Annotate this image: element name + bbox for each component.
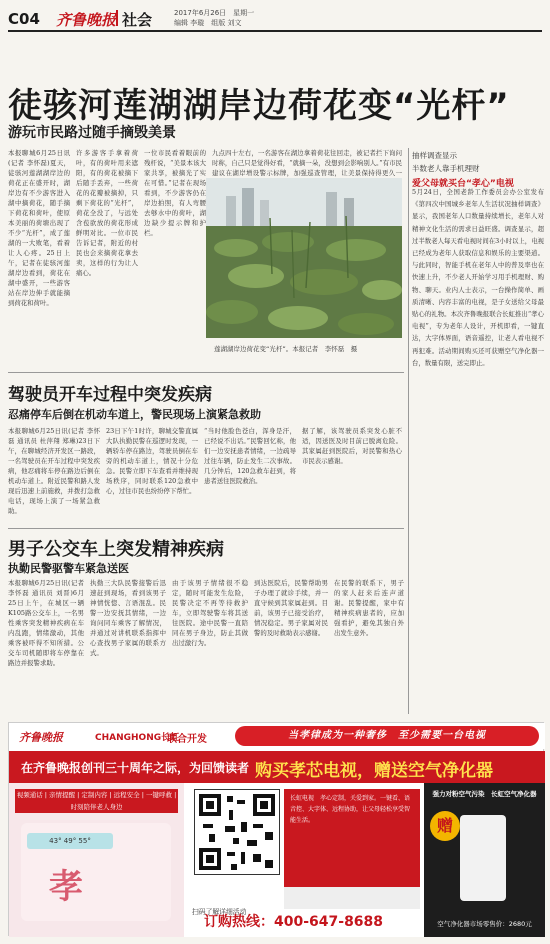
story2-col4: 据了解，该驾驶员系突发心脏不适，因送医及时目前已脱离危险。其家属赶到医院后，对民警和热心市民表示感谢。 bbox=[302, 427, 402, 465]
story3-col1: 本报聊城6月25日讯(记者 李怀磊 通讯员 刘晋)6月25日上午，在城区一辆K105路公交车上，一名男性乘客突发精神疾病在车内乱跑，情绪激动，其他乘客被吓得不知所措。公交车司机随即将车停靠在路边并报警求助。 bbox=[8, 579, 84, 667]
story2-subhead: 忍痛停车后倒在机动车道上，警民现场上演紧急救助 bbox=[8, 408, 261, 421]
ad-red-band bbox=[9, 751, 545, 783]
ad-left-panel bbox=[9, 783, 184, 937]
ad-right-panel bbox=[424, 783, 545, 937]
ad-middle-panel bbox=[184, 783, 424, 937]
ad-band-right: 购买孝芯电视，赠送空气净化器 bbox=[255, 761, 493, 781]
section-name: 社会 bbox=[122, 11, 153, 29]
side-title: 爱父母就买台“孝心”电视 bbox=[412, 179, 514, 189]
ad-band-left: 在齐鲁晚报创刊三十周年之际，为回馈读者 bbox=[21, 761, 250, 775]
gift-badge: 赠 bbox=[430, 811, 460, 841]
lotus-photo-image bbox=[206, 178, 402, 338]
qr-code[interactable] bbox=[194, 789, 280, 875]
page-header bbox=[8, 6, 542, 32]
paper-name: 齐鲁晚报 bbox=[56, 11, 117, 29]
story2-col2: 23日下午1时许，聊城交警直属大队执勤民警在巡逻时发现，一辆轿车停在路边，驾驶员倒在车旁的机动车道上，情况十分危急。民警立即下车查看并维持现场秩序，同时联系120急救中心，过往市民也纷纷停下帮忙。 bbox=[106, 427, 198, 495]
side-kicker-1: 抽样调查显示 bbox=[412, 151, 457, 160]
air-purifier-image bbox=[460, 815, 506, 901]
story3-col4: 到达医院后，民警帮助男子办理了就诊手续，并一直守候到其家属赶到。目前，该男子已接受治疗，情况稳定。男子家属对民警的及时救助表示感谢。 bbox=[254, 579, 328, 637]
side-story bbox=[412, 150, 544, 189]
ad-feature-strip: 视频通话 | 亲情提醒 | 定制内容 | 远程安全 | 一键呼救 | 时刻陪伴老人身边 bbox=[16, 791, 177, 811]
side-kicker-2: 半数老人靠手机理财 bbox=[412, 164, 480, 173]
story3-col5: 在民警的联系下，男子的家人赶来后连声道谢。民警提醒，家中有精神疾病患者的，应加强看护，避免其独自外出发生意外。 bbox=[334, 579, 404, 637]
story3-col2: 执勤三大队民警接警后迅速赶到现场，看到该男子神情恍惚、言语混乱。民警一边安抚其情绪，一边询问同车乘客了解情况，并通过对讲机联系指挥中心查找男子家属的联系方式。 bbox=[90, 579, 166, 657]
story-divider-2 bbox=[8, 528, 404, 529]
header-divider bbox=[116, 10, 118, 26]
qr-caption: 扫码了解详细活动 bbox=[192, 908, 247, 916]
ad-slogan: 当孝律成为一种奢侈 至少需要一台电视 bbox=[235, 726, 539, 746]
story3-headline: 男子公交车上突发精神疾病 bbox=[8, 539, 224, 560]
story1-col1: 本报聊城6月25日讯(记者 李怀磊)夏天，徒骇河莲湖湖岸边的荷花正在盛开时，湖岸边有不少游客进入湖中摘荷花，随手摘下荷花和荷叶，使原本美丽的荷塘出现了不少“光杆”，成了莲湖的一大败笔，看着让人心疼。25日上午，记者在徒骇河莲湖岸边看到，荷花在湖中盛开，一些游客站在岸边伸手就能摘到荷花和荷叶。 bbox=[8, 149, 70, 307]
ad-brand-logo: CHANGHONG长虹 bbox=[95, 733, 180, 743]
ad-temp-display: 43° 49° 55° bbox=[27, 833, 113, 849]
page-number: C04 bbox=[8, 10, 40, 28]
purifier-price: 空气净化器市场零售价：2680元 bbox=[437, 920, 532, 928]
tv-advertisement bbox=[8, 722, 544, 936]
ad-top-bar bbox=[9, 723, 545, 749]
story2-col1: 本报聊城6月25日讯(记者 李怀磊 通讯员 杜萍翔 郑琳)23日下午，在聊城经济开发区一路段，一名驾驶员在开车过程中突发疾病，他忍痛将车停在路边后倒在机动车道上。附近民警和路人发现后迅速上前施救，并拨打急救电话，现场上演了一场紧急救助。 bbox=[8, 427, 100, 515]
photo-caption: 莲湖湖岸边荷花变“光杆”。本报记者 李怀磊 摄 bbox=[214, 345, 358, 353]
ad-promo-text: 长虹电视 孝心定制，关爱到家。一键看、语音控、大字体、远程协助，让父母轻松享受智能生活。 bbox=[284, 789, 420, 887]
editor-credit: 编辑 李璇 组版 刘文 bbox=[174, 19, 242, 27]
story1-col2: 许多游客手拿着荷叶，有的荷叶用来遮阳，有的荷花被摘下后随手丢弃，一些荷花的花瓣被摘掉，只剩下荷花的“光杆”，荷花全没了，与远处含苞欲放的荷花形成鲜明对比。一位市民告诉记者，附近的村民也会来摘荷花拿去卖，这样的行为让人痛心。 bbox=[76, 149, 138, 277]
story1-subhead: 游玩市民路过随手摘毁美景 bbox=[8, 125, 176, 141]
column-rule bbox=[408, 148, 409, 714]
qr-code-icon bbox=[195, 790, 279, 874]
story-divider-1 bbox=[8, 372, 404, 373]
order-hotline: 订购热线：400-647-8688 bbox=[204, 914, 384, 930]
ad-paper-logo: 齐鲁晚报 bbox=[19, 731, 63, 744]
side-body: 5月24日，全国老龄工作委员会办公室发布《第四次中国城乡老年人生活状况抽样调查》显示，我国老年人口数量持续增长，老年人对精神文化生活的需求日益旺盛。调查显示，超过半数老人每天看电视时间在3小时以上，电视已经成为老年人获取信息和娱乐的主要渠道。与此同时，智能手机在老年人中的普及率也在快速上升，不少老人开始学习用手机理财、购物、聊天。业内人士表示，一台操作简单、画质清晰、内容丰富的电视，是子女送给父母最贴心的礼物。本次齐鲁晚报联合长虹推出“孝心电视”，专为老年人设计，开机即看，一键直达，大字体界面，语音遥控，让老人看电视不再犯难。活动期间购买还可获赠空气净化器一台，数量有限，送完即止。 bbox=[412, 188, 544, 367]
story3-subhead: 执勤民警驱警车紧急送医 bbox=[8, 562, 129, 575]
story2-headline: 驾驶员开车过程中突发疾病 bbox=[8, 385, 212, 405]
ad-family-photo bbox=[284, 887, 420, 909]
story3-col3: 由于该男子情绪很不稳定，随时可能发生危险，民警决定不再等待救护车，立即驾驶警车将其送往医院。途中民警一直陪同在男子身边，防止其做出过激行为。 bbox=[172, 579, 248, 647]
purifier-header: 强力对粉空气污染 长虹空气净化器 bbox=[432, 790, 537, 798]
story1-col4: 九点四十左右，一名游客在湖边拿着荷花往回走，被记者拦下询问时称，自己只是觉得好看，“就摘一朵，没想到会影响别人。”有市民建议在湖岸增设警示标牌，加强巡查管理，让美景保持得更久一 bbox=[212, 149, 402, 177]
issue-date: 2017年6月26日 星期一 bbox=[174, 9, 255, 17]
lotus-photo bbox=[206, 178, 402, 338]
story2-col3: “当时他脸色苍白，浑身是汗，已经说不出话。”民警回忆称，他们一边安抚患者情绪，一边疏导过往车辆，防止发生二次事故。几分钟后，120急救车赶到，将患者送往医院救治。 bbox=[204, 427, 296, 485]
story1-headline: 徒骇河莲湖湖岸边荷花变“光杆” bbox=[8, 86, 510, 126]
ad-xiao-character: 孝 bbox=[49, 867, 83, 907]
ad-joint-label: 联合开发 bbox=[167, 734, 207, 745]
story1-col3: 一位市民看着眼前的残杆说，“美景本该大家共享，被摘光了实在可惜。”记者在现场看到，不少游客仍在岸边拍照，有人弯腰去够水中的荷叶，湖边缺少提示牌和护栏。 bbox=[144, 149, 206, 237]
